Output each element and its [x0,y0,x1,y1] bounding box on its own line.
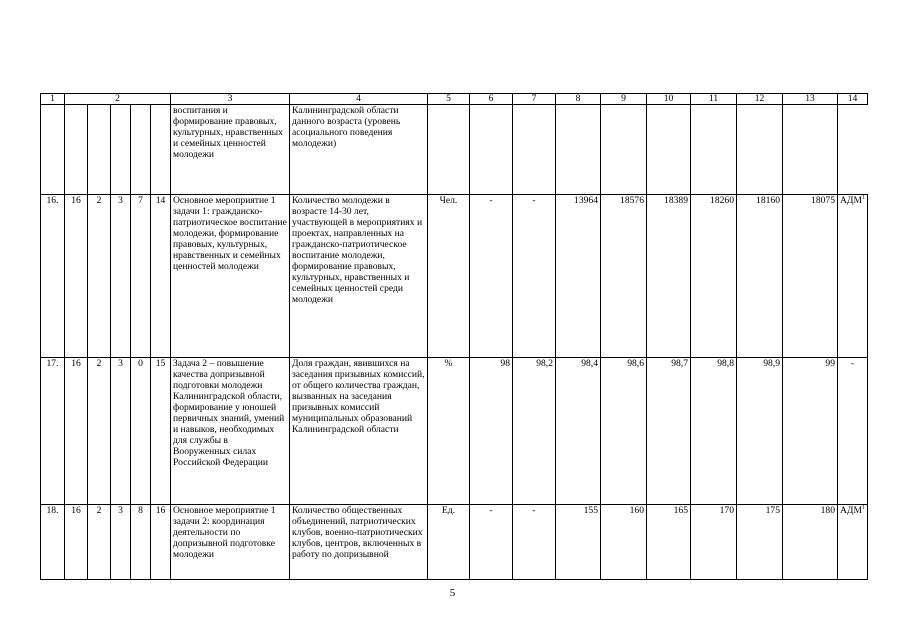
cell-value-7: 98,2 [513,358,556,505]
cell-name: Основное мероприятие 1 задачи 2: координация деятельности по допризывной подготовке молодежи [171,505,290,580]
cell-row-number: 16. [41,195,65,358]
header-col-11: 11 [691,94,737,105]
cell-code: 8 [131,505,151,580]
cell-unit: Чел. [428,195,470,358]
table-row-16 [41,195,868,358]
cell-code: 15 [151,358,171,505]
cell-value-13: 99 [783,358,838,505]
table-row-18 [41,505,868,580]
cell-name: Задача 2 – повышение качества допризывной подготовки молодежи Калининградской области, формирование у юношей первичных знаний, умений и навыков, необходимых для службы в Вооруженных силах Российской Федерации [171,358,290,505]
cell-indicator: Калининградской области данного возраста (уровень асоциального поведения молодежи) [290,105,428,195]
cell-value-6: - [470,505,513,580]
header-col-4: 4 [290,94,428,105]
cell-code: 3 [111,505,131,580]
responsible-label: АДМ [840,195,863,206]
cell-value-13: 180 [783,505,838,580]
cell-value-8: 98,4 [556,358,601,505]
header-col-6: 6 [470,94,513,105]
header-col-1: 1 [41,94,65,105]
table-row-continuation [41,105,868,195]
cell-code: 14 [151,195,171,358]
header-col-14: 14 [838,94,868,105]
cell-indicator: Количество молодежи в возрасте 14-30 лет, участвующей в мероприятиях и проектах, направленных на гражданско-патриотическое воспитание молодежи, формирование правовых, культурных, нравственных и семейных ценностей среди молодежи [290,195,428,358]
cell-code: 0 [131,358,151,505]
cell-row-number: 18. [41,505,65,580]
column-number-header [41,94,868,105]
responsible-label: - [850,358,855,369]
cell-value-9: 98,6 [601,358,647,505]
cell-value-6: - [470,195,513,358]
cell-value-8: 13964 [556,195,601,358]
footnote-mark: 1 [862,504,866,511]
cell-unit: % [428,358,470,505]
cell-value-12: 175 [737,505,783,580]
cell-value-9: 160 [601,505,647,580]
cell-value-10: 18389 [647,195,691,358]
cell-value-10: 98,7 [647,358,691,505]
cell-row-number: 17. [41,358,65,505]
page-number: 5 [449,587,456,599]
header-col-13: 13 [783,94,838,105]
cell-code: 3 [111,195,131,358]
header-col-10: 10 [647,94,691,105]
cell-name: Основное мероприятие 1 задачи 1: гражданско-патриотическое воспитание молодежи, формирование правовых, культурных, нравственных и семейных ценностей молодежи [171,195,290,358]
cell-code: 2 [88,505,111,580]
cell-value-8: 155 [556,505,601,580]
table-row-17 [41,358,868,505]
header-col-2: 2 [65,94,171,105]
cell-code: 3 [111,358,131,505]
cell-code: 7 [131,195,151,358]
responsible-label: АДМ [840,505,863,516]
header-col-7: 7 [513,94,556,105]
cell-responsible [838,195,868,358]
cell-code: 16 [151,505,171,580]
cell-code: 2 [88,195,111,358]
cell-value-10: 165 [647,505,691,580]
cell-value-6: 98 [470,358,513,505]
header-col-12: 12 [737,94,783,105]
footnote-mark: 1 [862,194,866,201]
cell-unit: Ед. [428,505,470,580]
cell-indicator: Количество общественных объединений, патриотических клубов, военно-патриотических клубов, центров, включенных в работу по допризывной [290,505,428,580]
header-col-5: 5 [428,94,470,105]
header-col-3: 3 [171,94,290,105]
cell-value-13: 18075 [783,195,838,358]
cell-value-7: - [513,505,556,580]
cell-value-11: 98,8 [691,358,737,505]
indicators-table [40,93,868,580]
cell-value-7: - [513,195,556,358]
cell-name: воспитания и формирование правовых, культурных, нравственных и семейных ценностей молодежи [171,105,290,195]
header-col-9: 9 [601,94,647,105]
cell-indicator: Доля граждан, явившихся на заседания призывных комиссий, от общего количества граждан, вызванных на заседания призывных комиссий муниципальных образований Калининградской области [290,358,428,505]
cell-code: 2 [88,358,111,505]
header-col-8: 8 [556,94,601,105]
cell-responsible [838,358,868,505]
cell-value-11: 170 [691,505,737,580]
cell-code: 16 [65,195,88,358]
cell-value-12: 98,9 [737,358,783,505]
cell-value-12: 18160 [737,195,783,358]
cell-responsible [838,505,868,580]
cell-value-9: 18576 [601,195,647,358]
cell-value-11: 18260 [691,195,737,358]
cell-code: 16 [65,358,88,505]
cell-code: 16 [65,505,88,580]
